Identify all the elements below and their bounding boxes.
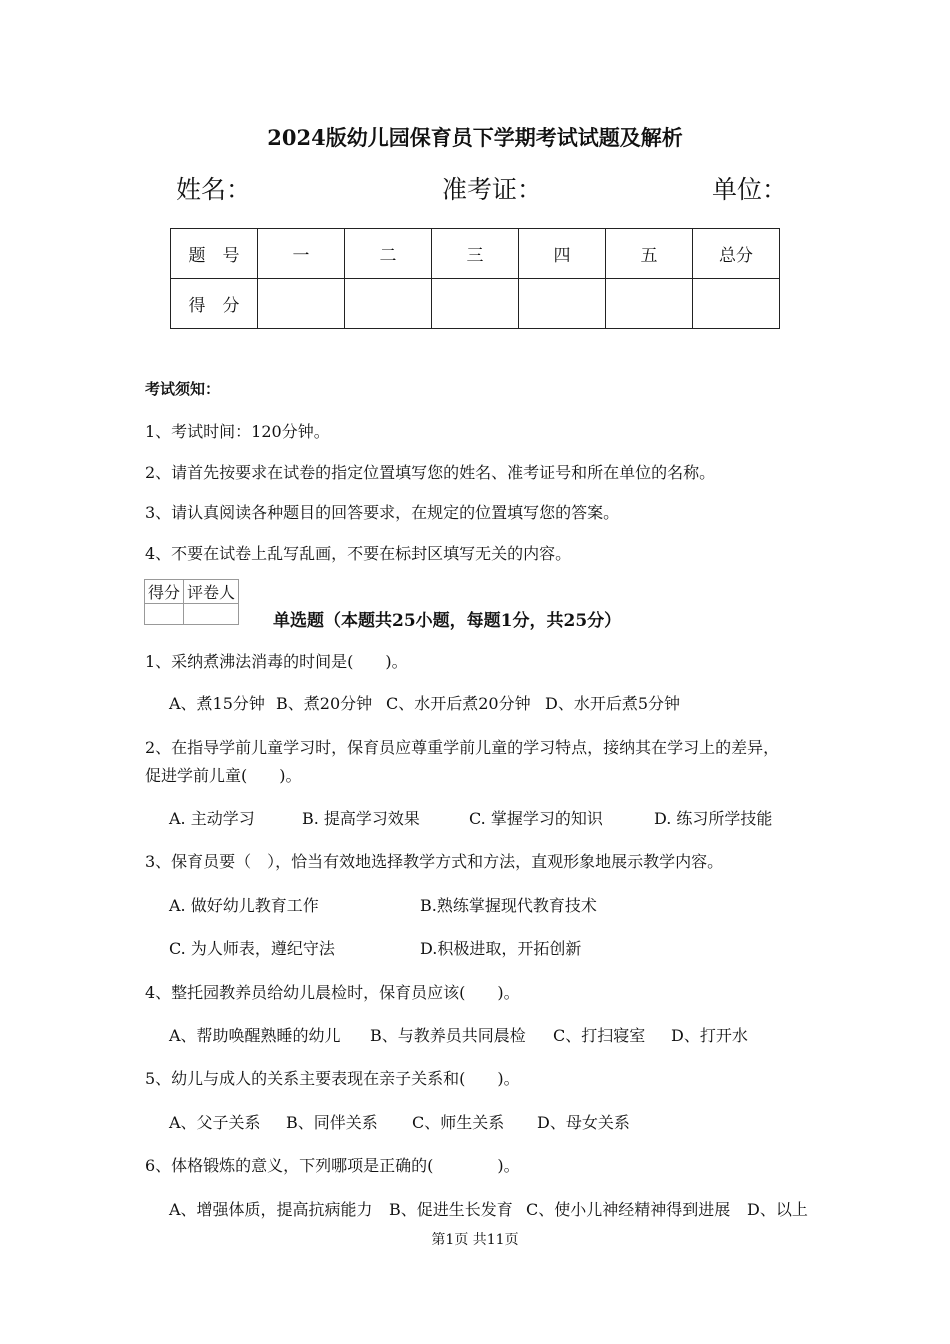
grader-name-label: 评卷人 <box>184 580 239 604</box>
question-stem: 3、保育员要（ ），恰当有效地选择教学方式和方法，直观形象地展示教学内容。 <box>145 852 724 871</box>
score-table-header-cell: 四 <box>519 229 606 279</box>
exam-title: 2024版幼儿园保育员下学期考试试题及解析 <box>267 125 683 150</box>
question-option: A、父子关系 <box>169 1113 261 1132</box>
question-option: D. 练习所学技能 <box>654 809 773 828</box>
question-option: C、师生关系 <box>412 1113 505 1132</box>
question-option: C、使小儿神经精神得到进展 <box>526 1200 731 1219</box>
question-option: B、同伴关系 <box>286 1113 378 1132</box>
score-table <box>170 228 780 329</box>
notice-item: 3、请认真阅读各种题目的回答要求，在规定的位置填写您的答案。 <box>145 503 620 522</box>
score-table-header-cell: 一 <box>258 229 345 279</box>
question-option: C. 掌握学习的知识 <box>469 809 603 828</box>
score-cell[interactable] <box>606 279 693 329</box>
question-option: D、以上 <box>747 1200 808 1219</box>
question-option: C、打扫寝室 <box>553 1026 646 1045</box>
notice-item: 1、考试时间：120分钟。 <box>145 422 330 441</box>
score-cell[interactable] <box>345 279 432 329</box>
score-table-header-cell: 题 号 <box>171 229 258 279</box>
question-stem: 2、在指导学前儿童学习时，保育员应尊重学前儿童的学习特点，接纳其在学习上的差异， <box>145 738 780 757</box>
score-cell[interactable] <box>258 279 345 329</box>
score-table-header-cell: 五 <box>606 229 693 279</box>
score-cell[interactable] <box>519 279 606 329</box>
question-stem: 5、幼儿与成人的关系主要表现在亲子关系和( )。 <box>145 1069 520 1088</box>
question-option: A. 做好幼儿教育工作 <box>169 896 319 915</box>
question-stem: 6、体格锻炼的意义，下列哪项是正确的( )。 <box>145 1156 520 1175</box>
score-table-score-label: 得 分 <box>171 279 258 329</box>
grader-name-cell[interactable] <box>184 604 239 625</box>
question-stem: 4、整托园教养员给幼儿晨检时，保育员应该( )。 <box>145 983 520 1002</box>
score-cell[interactable] <box>432 279 519 329</box>
grader-score-label: 得分 <box>145 580 184 604</box>
grader-box <box>144 579 239 625</box>
question-option: D、打开水 <box>671 1026 748 1045</box>
question-option: B、与教养员共同晨检 <box>370 1026 526 1045</box>
score-table-header-cell: 三 <box>432 229 519 279</box>
question-option: A、帮助唤醒熟睡的幼儿 <box>169 1026 341 1045</box>
question-option: A、增强体质，提高抗病能力 <box>169 1200 373 1219</box>
question-option: B. 提高学习效果 <box>302 809 420 828</box>
notice-item: 4、不要在试卷上乱写乱画，不要在标封区填写无关的内容。 <box>145 544 572 563</box>
question-option: C. 为人师表，遵纪守法 <box>169 939 335 958</box>
unit-field-label: 单位： <box>712 175 788 204</box>
score-table-header-cell: 总分 <box>693 229 780 279</box>
section-heading: 单选题（本题共25小题，每题1分，共25分） <box>273 611 622 631</box>
score-cell[interactable] <box>693 279 780 329</box>
name-field-label: 姓名： <box>176 175 252 204</box>
score-table-header-row <box>171 229 780 279</box>
question-option: B、煮20分钟 <box>276 694 373 713</box>
score-table-header-cell: 二 <box>345 229 432 279</box>
question-option: D.积极进取，开拓创新 <box>420 939 582 958</box>
question-option: C、水开后煮20分钟 <box>386 694 531 713</box>
notice-heading: 考试须知： <box>145 380 221 398</box>
question-stem-continued: 促进学前儿童( )。 <box>145 766 302 785</box>
question-option: B.熟练掌握现代教育技术 <box>420 896 597 915</box>
question-option: D、母女关系 <box>537 1113 630 1132</box>
question-option: A、煮15分钟 <box>169 694 265 713</box>
score-table-score-row <box>171 279 780 329</box>
question-stem: 1、采纳煮沸法消毒的时间是( )。 <box>145 652 408 671</box>
question-option: D、水开后煮5分钟 <box>545 694 681 713</box>
question-option: B、促进生长发育 <box>389 1200 513 1219</box>
notice-item: 2、请首先按要求在试卷的指定位置填写您的姓名、准考证号和所在单位的名称。 <box>145 463 716 482</box>
ticket-field-label: 准考证： <box>442 175 543 204</box>
question-option: A. 主动学习 <box>169 809 255 828</box>
grader-score-cell[interactable] <box>145 604 184 625</box>
page-footer: 第1页 共11页 <box>431 1232 519 1248</box>
